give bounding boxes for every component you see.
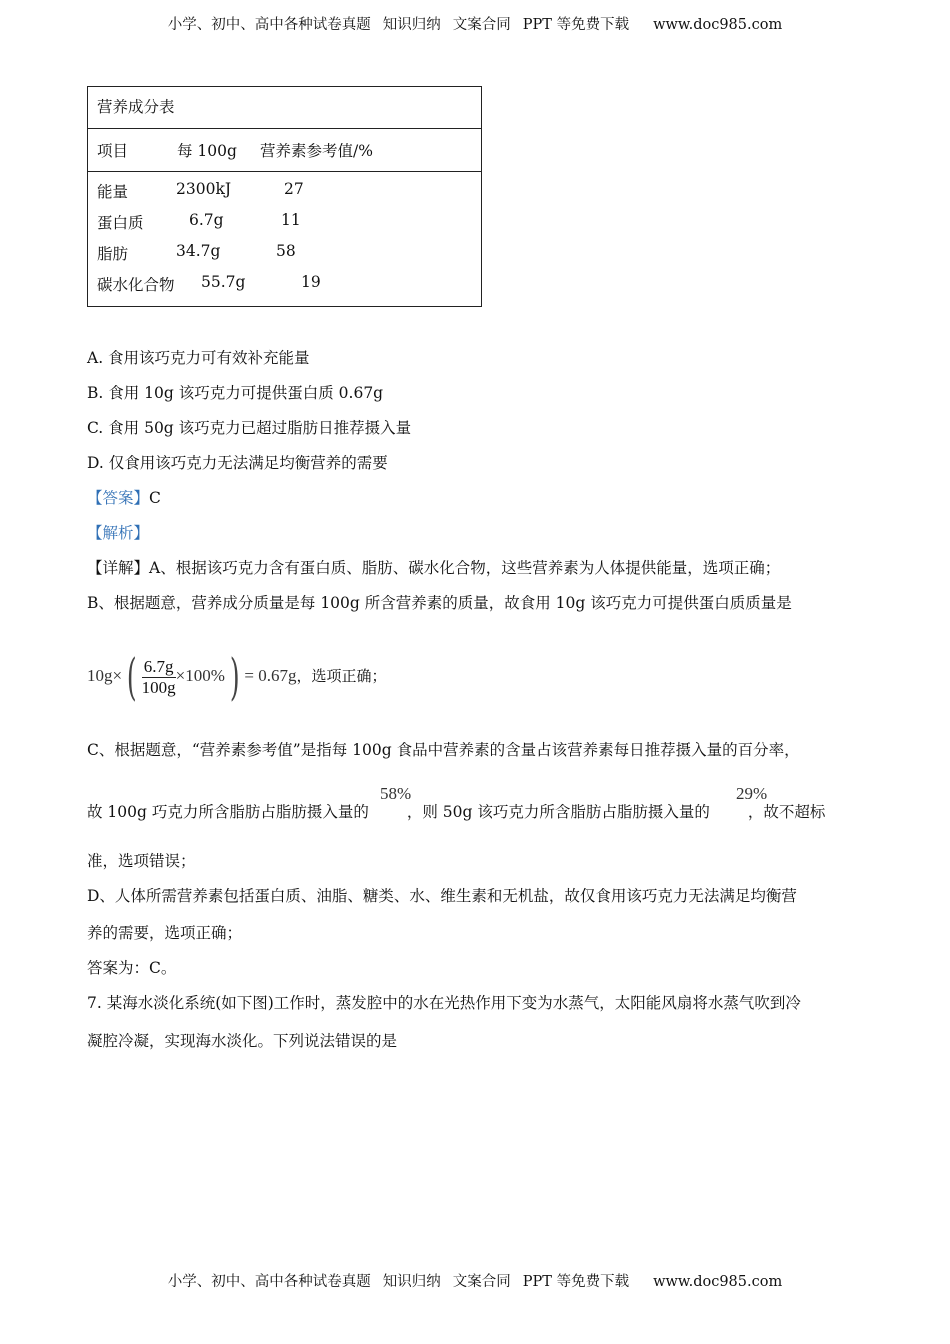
- page-header: [0, 13, 950, 34]
- denominator: 100g: [141, 677, 176, 697]
- detail-label: 【详解】: [87, 559, 150, 577]
- percent-29: 29%: [736, 784, 768, 803]
- footer-text: 文案合同: [452, 1274, 511, 1290]
- formula: 10g×( $\frac{6.7g}{100g}$ ×100%) = 0.67g，选项正确；: [87, 648, 387, 706]
- header-text: 文案合同: [452, 17, 511, 33]
- answer-value: C: [149, 489, 161, 507]
- percent-58: 58%: [380, 784, 412, 803]
- column-header: 营养素参考值/%: [260, 142, 373, 160]
- column-header: 项目: [97, 142, 129, 160]
- header-text: PPT 等免费下载: [522, 17, 630, 33]
- table-cell: 34.7g: [176, 242, 221, 260]
- footer-text: PPT 等免费下载: [522, 1274, 630, 1290]
- table-cell: 11: [281, 211, 301, 229]
- table-title: 营养成分表: [97, 98, 175, 116]
- header-text: 小学、初中、高中各种试卷真题: [167, 17, 371, 33]
- table-cell: 19: [301, 273, 321, 291]
- formula-tail: ，选项正确；: [296, 667, 387, 685]
- table-cell: 6.7g: [189, 211, 224, 229]
- header-url: www.doc985.com: [653, 17, 783, 33]
- table-cell: 能量: [97, 183, 129, 201]
- text-part: ，则 50g 该巧克力所含脂肪占脂肪摄入量的: [406, 803, 710, 821]
- text-line: C、根据题意，“营养素参考值”是指每 100g 食品中营养素的含量占该营养素每日推荐摄入量的百分率，: [87, 741, 800, 759]
- option-a: A. 食用该巧克力可有效补充能量: [87, 349, 310, 367]
- footer-text: 小学、初中、高中各种试卷真题: [167, 1274, 371, 1290]
- formula-text: ×100%: [175, 666, 225, 685]
- column-header: 每 100g: [177, 142, 237, 160]
- page-footer: [0, 1270, 950, 1291]
- table-cell: 27: [284, 180, 304, 198]
- option-d: D. 仅食用该巧克力无法满足均衡营养的需要: [87, 454, 388, 472]
- question-7: 7. 某海水淡化系统(如下图)工作时，蒸发腔中的水在光热作用下变为水蒸气，太阳能风扇将水蒸气吹到冷: [87, 994, 801, 1012]
- text-part: ，故不超标: [747, 803, 826, 821]
- footer-url: www.doc985.com: [653, 1274, 783, 1290]
- text-line: 准，选项错误；: [87, 852, 196, 870]
- table-cell: 蛋白质: [97, 214, 144, 232]
- table-cell: 2300kJ: [176, 180, 232, 198]
- table-cell: 脂肪: [97, 245, 129, 263]
- text-line: A、根据该巧克力含有蛋白质、脂肪、碳水化合物，这些营养素为人体提供能量，选项正确；: [149, 559, 781, 577]
- text-line: [87, 800, 825, 822]
- table-cell: 58: [276, 242, 296, 260]
- text-line: B、根据题意，营养成分质量是每 100g 所含营养素的质量，故食用 10g 该巧克力可提供蛋白质质量是: [87, 594, 792, 612]
- nutrition-table: [87, 86, 482, 307]
- question-7: 凝腔冷凝，实现海水淡化。下列说法错误的是: [87, 1032, 398, 1050]
- answer-line: [87, 486, 161, 508]
- header-text: 知识归纳: [382, 17, 441, 33]
- text-line: 答案为：C。: [87, 959, 177, 977]
- option-b: B. 食用 10g 该巧克力可提供蛋白质 0.67g: [87, 384, 384, 402]
- text-line: D、人体所需营养素包括蛋白质、油脂、糖类、水、维生素和无机盐，故仅食用该巧克力无法满足均衡营: [87, 887, 797, 905]
- table-cell: 碳水化合物: [97, 276, 175, 294]
- footer-text: 知识归纳: [382, 1274, 441, 1290]
- formula-text: = 0.67g: [244, 666, 297, 685]
- option-c: C. 食用 50g 该巧克力已超过脂肪日推荐摄入量: [87, 419, 412, 437]
- answer-label: 【答案】: [87, 489, 150, 507]
- detail-line: [87, 556, 780, 578]
- numerator: 6.7g: [142, 657, 176, 678]
- text-part: 故 100g 巧克力所含脂肪占脂肪摄入量的: [87, 803, 369, 821]
- table-cell: 55.7g: [201, 273, 246, 291]
- formula-text: 10g×: [87, 666, 123, 685]
- text-line: 养的需要，选项正确；: [87, 924, 243, 942]
- analysis-label: 【解析】: [87, 524, 150, 542]
